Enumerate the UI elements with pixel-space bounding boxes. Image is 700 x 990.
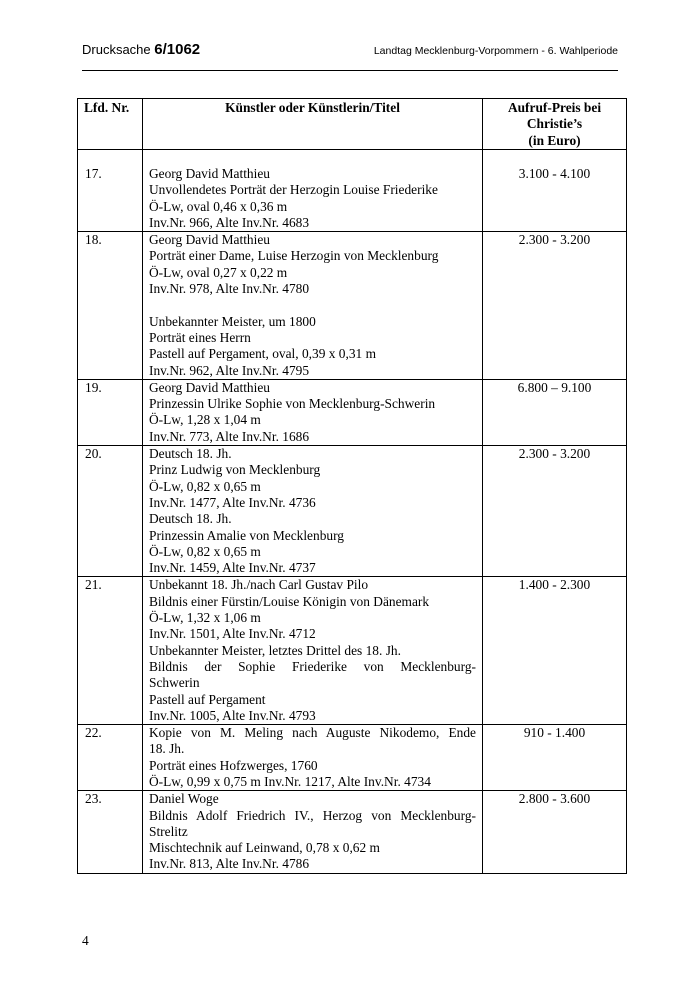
description-line: Bildnis Adolf Friedrich IV., Herzog von Mecklenburg- [149,807,476,823]
description-line: Deutsch 18. Jh. [149,511,232,527]
description-line: Porträt einer Dame, Luise Herzogin von Mecklenburg [149,248,439,264]
table-row [78,577,627,725]
description-line: Inv.Nr. 773, Alte Inv.Nr. 1686 [149,428,310,444]
description-line: Kopie von M. Meling nach Auguste Nikodemo, Ende [149,725,476,741]
artwork-description [143,791,483,873]
description-line: Inv.Nr. 1005, Alte Inv.Nr. 4793 [149,707,316,723]
table-row [78,446,627,577]
description-line: Prinzessin Ulrike Sophie von Mecklenburg-Schwerin [149,396,436,412]
row-number: 17. [78,150,143,232]
description-line: Unbekannter Meister, um 1800 [149,313,316,329]
artwork-description [143,725,483,791]
row-number: 20. [78,446,143,577]
description-line: Ö-Lw, oval 0,46 x 0,36 m [149,198,288,214]
description-line: Porträt eines Hofzwerges, 1760 [149,757,318,773]
row-number: 18. [78,232,143,380]
description-line: Bildnis der Sophie Friederike von Mecklenburg- [149,658,476,674]
document-prefix: Drucksache [82,42,155,57]
table-header-row [78,99,627,150]
artwork-description [143,379,483,445]
row-number: 22. [78,725,143,791]
description-line: Georg David Matthieu [149,232,270,248]
description-line: Inv.Nr. 978, Alte Inv.Nr. 4780 [149,281,310,297]
header-lfd-nr: Lfd. Nr. [78,99,143,150]
row-number: 21. [78,577,143,725]
description-line: Schwerin [149,675,200,691]
description-line: Inv.Nr. 966, Alte Inv.Nr. 4683 [149,214,310,230]
page-number: 4 [82,933,89,948]
description-line: Pastell auf Pergament [149,691,266,707]
description-line: Inv.Nr. 962, Alte Inv.Nr. 4795 [149,362,310,378]
description-line: Mischtechnik auf Leinwand, 0,78 x 0,62 m [149,840,380,856]
description-line: Unbekannter Meister, letztes Drittel des 18. Jh. [149,642,401,658]
header-artist-title: Künstler oder Künstlerin/Titel [143,99,483,150]
description-line: Georg David Matthieu [149,166,270,181]
blank-line [149,297,476,313]
row-number: 19. [78,379,143,445]
description-line: Unvollendetes Porträt der Herzogin Louise Friederike [149,182,438,198]
description-line: Ö-Lw, 1,28 x 1,04 m [149,412,261,428]
header-price-line1: Aufruf-Preis bei [507,100,602,115]
description-line: Inv.Nr. 1477, Alte Inv.Nr. 4736 [149,494,316,510]
description-line: Deutsch 18. Jh. [149,446,232,462]
artwork-description [143,446,483,577]
artwork-description [143,577,483,725]
table-row [78,150,627,232]
description-line: Bildnis einer Fürstin/Louise Königin von Dänemark [149,593,430,609]
description-line: Ö-Lw, 0,99 x 0,75 m Inv.Nr. 1217, Alte Inv.Nr. 4734 [149,773,431,789]
description-line: Ö-Lw, 0,82 x 0,65 m [149,543,261,559]
description-line: Porträt eines Herrn [149,329,251,345]
description-line: Inv.Nr. 1501, Alte Inv.Nr. 4712 [149,626,316,642]
document-number [82,42,200,58]
auction-price: 2.800 - 3.600 [483,791,627,873]
artwork-description [143,150,483,232]
header-divider [82,70,618,71]
auction-price: 3.100 - 4.100 [483,150,627,232]
table-row [78,379,627,445]
table-row [78,791,627,873]
artwork-description [143,232,483,380]
header-price [483,99,627,150]
table-row [78,725,627,791]
description-line: 18. Jh. [149,741,185,757]
parliament-header: Landtag Mecklenburg-Vorpommern - 6. Wahlperiode [373,45,618,57]
header-price-line3: (in Euro) [528,132,581,148]
description-line: Prinzessin Amalie von Mecklenburg [149,527,345,543]
description-line: Prinz Ludwig von Mecklenburg [149,462,321,478]
document-number-value: 6/1062 [154,41,201,58]
auction-price: 6.800 – 9.100 [483,379,627,445]
description-line: Ö-Lw, oval 0,27 x 0,22 m [149,264,288,280]
auction-price: 910 - 1.400 [483,725,627,791]
auction-price: 2.300 - 3.200 [483,446,627,577]
header-price-line2: Christie’s [526,116,583,132]
description-line: Ö-Lw, 1,32 x 1,06 m [149,610,261,626]
auction-price: 1.400 - 2.300 [483,577,627,725]
description-line: Inv.Nr. 813, Alte Inv.Nr. 4786 [149,856,310,872]
description-line: Ö-Lw, 0,82 x 0,65 m [149,478,261,494]
description-line: Strelitz [149,823,188,839]
description-line: Inv.Nr. 1459, Alte Inv.Nr. 4737 [149,560,316,576]
description-line: Daniel Woge [149,791,219,807]
table-row [78,232,627,380]
description-line: Pastell auf Pergament, oval, 0,39 x 0,31 m [149,346,376,362]
description-line: Georg David Matthieu [149,379,270,395]
row-number: 23. [78,791,143,873]
description-line: Unbekannt 18. Jh./nach Carl Gustav Pilo [149,577,369,593]
artwork-table [77,98,627,874]
auction-price: 2.300 - 3.200 [483,232,627,380]
